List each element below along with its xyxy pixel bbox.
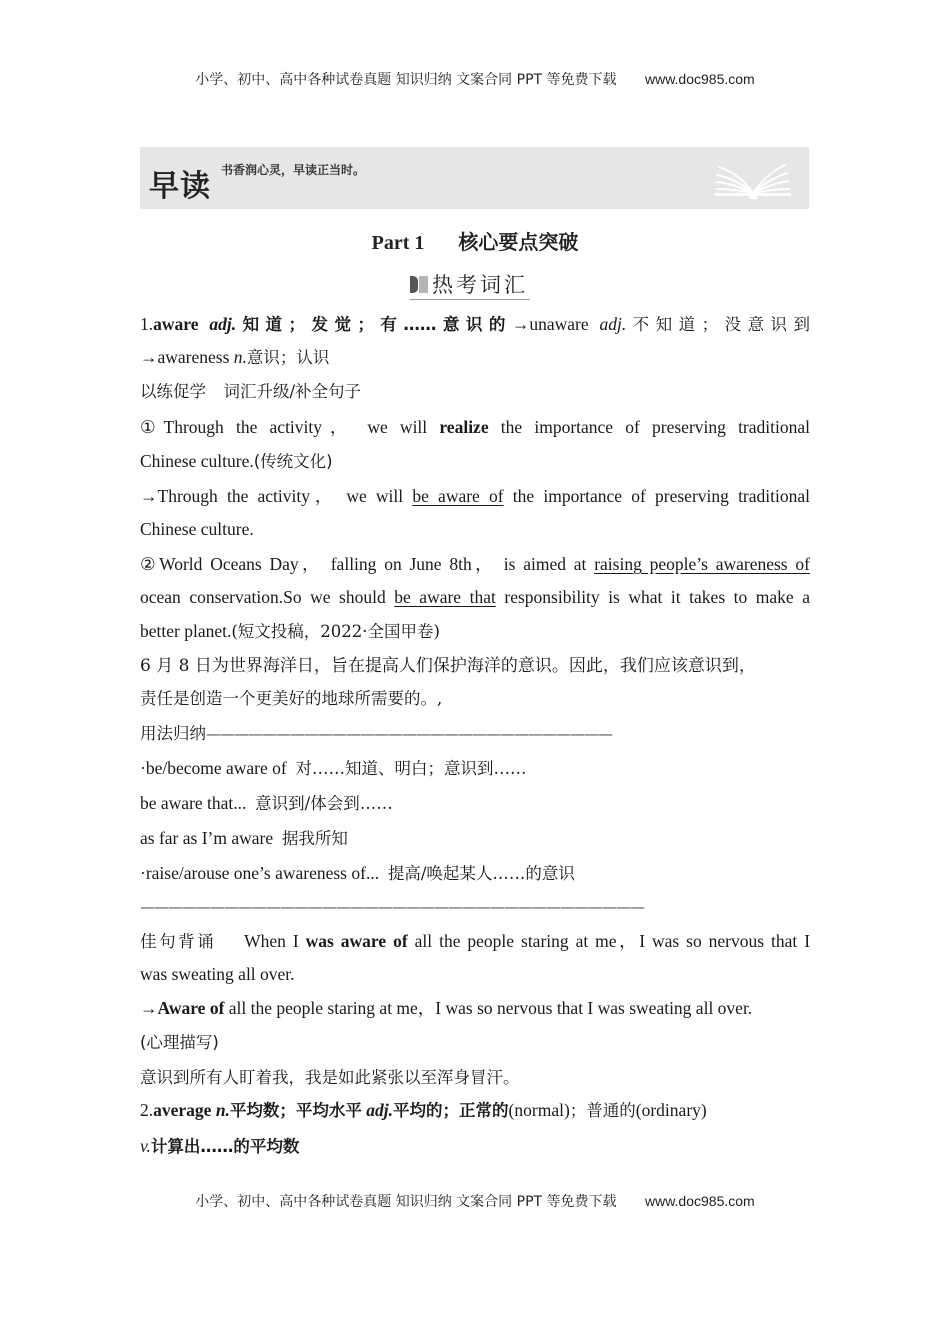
entry-pos: adj. [366,1100,394,1120]
example-text: ocean conservation.So we should [140,587,395,607]
example-1-original-cont [140,449,810,474]
entry-number: 1. [140,314,154,334]
part-label: Part 1 [371,232,425,254]
usage-meaning: 对……知道、明白；意识到…… [295,759,527,778]
entry-meaning: 平均数；平均水平 [229,1101,362,1120]
example-2-translation [140,653,810,678]
arrow-icon: → [140,347,158,367]
translation-text: 意识到所有人盯着我，我是如此紧张以至浑身冒汗。 [140,1068,520,1087]
example-1-rewrite-cont [140,517,810,541]
entry-aware-definition [140,312,810,337]
practice-subtitle: 词汇升级/补全句子 [223,382,362,401]
usage-phrase: ·be/become aware of [140,758,287,778]
usage-heading [140,721,810,746]
example-1-original [140,415,810,439]
section-title: 热考词汇 [432,273,528,297]
derived-word: awareness [157,347,230,367]
entry-synonym: (ordinary) [635,1100,707,1120]
watermark-text: 小学、初中、高中各种试卷真题 知识归纳 文案合同 PPT 等免费下载 [195,1194,617,1210]
answer-underlined: raising people’s awareness of [594,554,810,574]
usage-meaning: 提高/唤起某人……的意识 [387,864,575,883]
recite-text: all the people staring at me，I was so nervous that I was sweating all over. [224,998,753,1018]
usage-item [140,791,810,816]
recite-text: was sweating all over. [140,964,295,984]
usage-item [140,861,810,886]
example-keyword: realize [439,417,489,437]
derived-meaning: 意识；认识 [246,348,330,367]
antonym-word: unaware [529,314,589,334]
entry-synonym: (normal) [508,1100,570,1120]
answer-underlined: be aware of [412,486,504,506]
recite-label: 佳句背诵 [140,932,217,951]
example-text: World Oceans Day， falling on June 8th， is aimed at [159,554,595,574]
arrow-icon: → [140,998,158,1018]
practice-heading [140,379,810,404]
example-2-sentence-cont [140,585,810,609]
entry-meaning: 知道；发觉；有……意识的 [236,315,512,334]
example-marker: ① [140,417,164,437]
usage-phrase: be aware that... [140,793,247,813]
example-tag: (传统文化) [253,452,333,471]
divider-rule: ———————————————————————————————————— [140,898,644,916]
part-heading: 核心要点突破 [458,230,579,254]
translation-text: 责任是创造一个更美好的地球所需要的。, [140,689,443,708]
entry-pos: adj. [209,314,237,334]
usage-phrase: as far as I’m aware [140,828,274,848]
banner-title: 早读 [149,169,211,204]
watermark-text: 小学、初中、高中各种试卷真题 知识归纳 文案合同 PPT 等免费下载 [195,72,617,88]
derived-pos: n. [233,347,247,367]
example-text: Through the activity， we will [157,486,413,506]
entry-word: average [153,1100,212,1120]
example-1-rewrite [140,484,810,508]
recite-sentence [140,929,810,954]
antonym-pos: adj. [599,314,627,334]
example-text: the importance of preserving traditional [488,417,810,437]
example-source: (短文投稿，2022·全国甲卷) [231,622,440,641]
recite-tag-label: (心理描写) [140,1033,219,1052]
example-text: better planet. [140,621,232,641]
banner-slogan: 书香润心灵，早读正当时。 [221,163,366,177]
part-title [0,226,950,255]
translation-text: 6 月 8 日为世界海洋日，旨在提高人们保护海洋的意识。因此，我们应该意识到， [140,656,756,676]
example-2-sentence-end [140,619,810,644]
entry-average-definition [140,1098,810,1123]
recite-tag [140,1030,810,1055]
example-text: the importance of preserving traditional [503,486,810,506]
entry-aware-derived [140,345,810,370]
entry-pos: n. [215,1100,230,1120]
example-2-sentence [140,552,810,576]
recite-translation [140,1065,810,1090]
entry-meaning: ；普通的 [569,1101,636,1120]
recite-text: When I [244,931,306,951]
example-text: responsibility is what it takes to make a [495,587,810,607]
practice-label: 以练促学 [140,382,206,401]
entry-pos: v. [140,1136,151,1156]
divider-rule: ————————————————————————————— [206,725,612,743]
example-marker: ② [140,554,160,574]
entry-number: 2. [140,1100,154,1120]
header-watermark [0,69,950,89]
recite-keyword: Aware of [157,998,225,1018]
recite-text: all the people staring at me，I was so nervous that I [407,931,811,951]
example-text: Chinese culture. [140,519,254,539]
section-heading [410,272,530,300]
entry-meaning: 平均的；正常的 [393,1101,509,1120]
answer-underlined: be aware that [394,587,496,607]
usage-label: 用法归纳 [140,724,206,743]
example-text: Through the activity， we will [163,417,440,437]
watermark-site-link[interactable]: www.doc985.com [644,1193,755,1209]
example-2-translation-cont [140,686,810,711]
recite-rewrite [140,996,810,1020]
example-text: Chinese culture. [140,451,254,471]
antonym-meaning: 不知道；没意识到 [626,315,811,334]
morning-reading-banner [140,147,809,209]
footer-watermark [0,1191,950,1211]
open-book-icon [715,159,791,201]
usage-bottom-rule [140,894,810,919]
entry-average-verb [140,1134,810,1159]
arrow-icon: → [511,314,530,334]
entry-word: aware [153,314,199,334]
arrow-icon: → [140,486,158,506]
usage-phrase: ·raise/arouse one’s awareness of... [140,863,380,883]
usage-item [140,756,810,781]
section-marker-icon [410,276,428,293]
recite-keyword: was aware of [305,931,408,951]
entry-meaning: 计算出……的平均数 [150,1137,300,1156]
usage-item [140,826,810,851]
watermark-site-link[interactable]: www.doc985.com [644,71,755,87]
usage-meaning: 据我所知 [281,829,348,848]
recite-sentence-cont [140,962,810,986]
usage-meaning: 意识到/体会到…… [255,794,393,813]
